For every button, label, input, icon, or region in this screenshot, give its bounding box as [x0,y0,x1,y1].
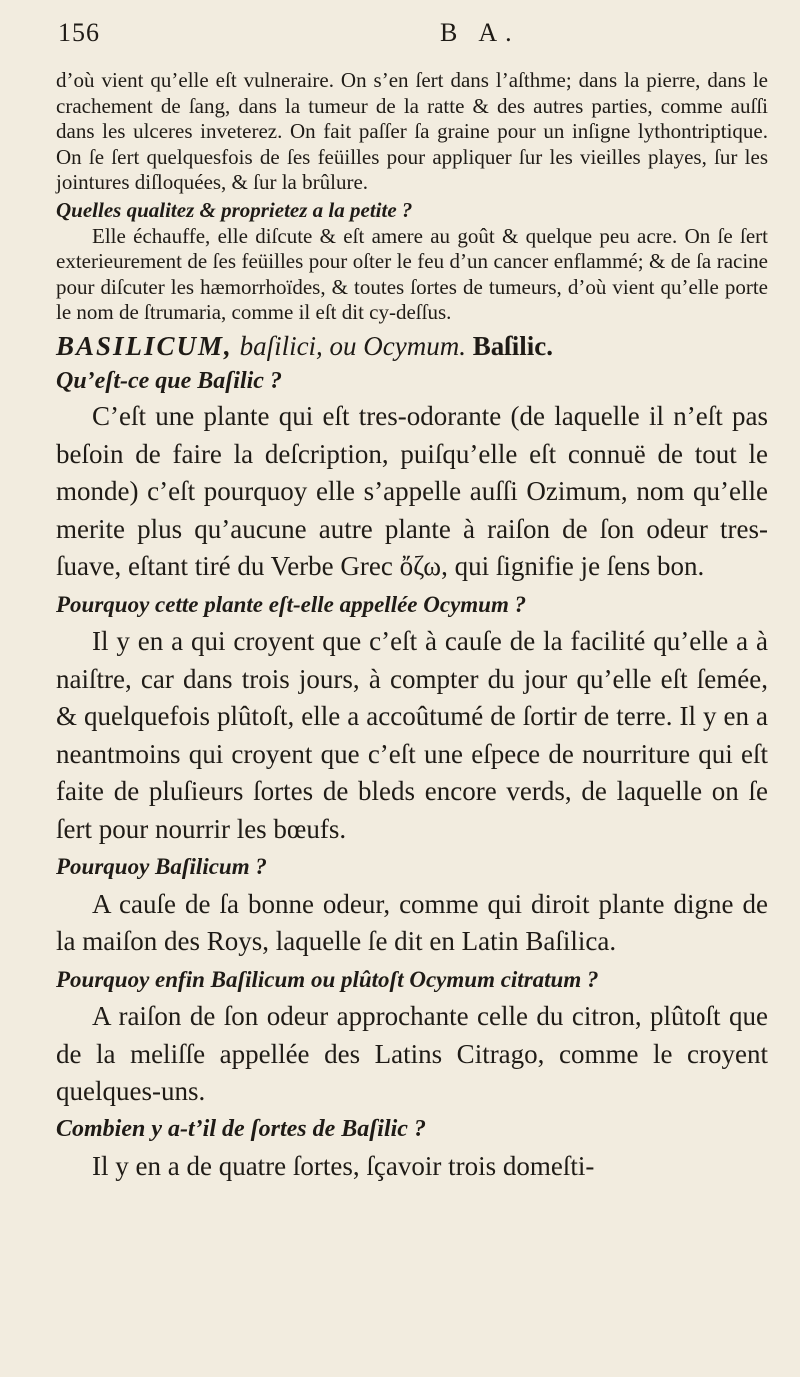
paragraph: A raiſon de ſon odeur approchante celle du citron, plûtoſt que de la meliſſe appellée des Latins Citrago, comme le croyent quelques-uns. [56,1001,768,1107]
question-heading: Pourquoy cette plante eſt-elle appellée Ocymum ? [56,591,527,617]
entry-french: Baſilic. [472,330,554,361]
entry-latin: baſilici, ou Ocymum. [239,330,467,361]
question-heading: Qu’eſt-ce que Baſilic ? [56,368,282,395]
paragraph: d’où vient qu’elle eſt vulneraire. On s’en ſert dans l’aſthme; dans la pierre, dans le crachement de ſang, dans la tumeur de la ratte & des autres parties, comme auſſi dans les ulceres inveterez. On fait paſſer ſa graine pour un inſigne lythontriptique. On ſe ſert quelquesfois de ſes feüilles pour appliquer ſur les vieilles playes, ſur les jointures diſloquées, & ſur la brûlure. [56,68,768,195]
page-number: 156 [58,18,100,47]
running-head: B A. [440,18,520,47]
page-header [58,18,760,58]
question-heading: Pourquoy enfin Baſilicum ou plûtoſt Ocymum citratum ? [56,966,599,992]
paragraph: Il y en a de quatre ſortes, ſçavoir trois domeſti- [92,1151,595,1182]
question-heading: Quelles qualitez & proprietez a la petite ? [56,197,413,222]
question-heading: Combien y a-t’il de ſortes de Baſilic ? [56,1115,426,1142]
question-heading: Pourquoy Baſilicum ? [56,854,267,880]
paragraph: C’eſt une plante qui eſt tres-odorante (de laquelle il n’eſt pas beſoin de faire la deſcription, puiſqu’elle eſt connuë de tout le monde) c’eſt pourquoy elle s’appelle auſſi Ozimum, nom qu’elle merite plus qu’aucune autre plante à raiſon de ſon odeur tres-ſuave, eſtant tiré du Verbe Grec ὄζω, qui ſignifie je ſens bon. [56,401,768,582]
paragraph: Elle échauffe, elle diſcute & eſt amere au goût & quelque peu acre. On ſe ſert exterieurement de ſes feüilles pour oſter le feu d’un cancer enflammé; & de ſa racine pour diſcuter les hæmorrhoïdes, & toutes ſortes de tumeurs, d’où vient qu’elle porte le nom de ſtrumaria, comme il eſt dit cy-deſſus. [56,223,768,325]
entry-heading [56,328,768,366]
paragraph: Il y en a qui croyent que c’eſt à cauſe de la facilité qu’elle a à naiſtre, car dans trois jours, à compter du jour qu’elle eſt ſemée, & quelquefois plûtoſt, elle a accoûtumé de ſortir de terre. Il y en a neantmoins qui croyent que c’eſt une eſpece de nourriture qui eſt faite de pluſieurs ſortes de bleds encore verds, de laquelle on ſe ſert pour nourrir les bœufs. [56,626,768,844]
entry-name: BASILICUM, [56,330,233,361]
paragraph: A cauſe de ſa bonne odeur, comme qui diroit plante digne de la maiſon des Roys, laquelle ſe dit en Latin Baſilica. [56,888,768,957]
body-text [56,68,768,1186]
